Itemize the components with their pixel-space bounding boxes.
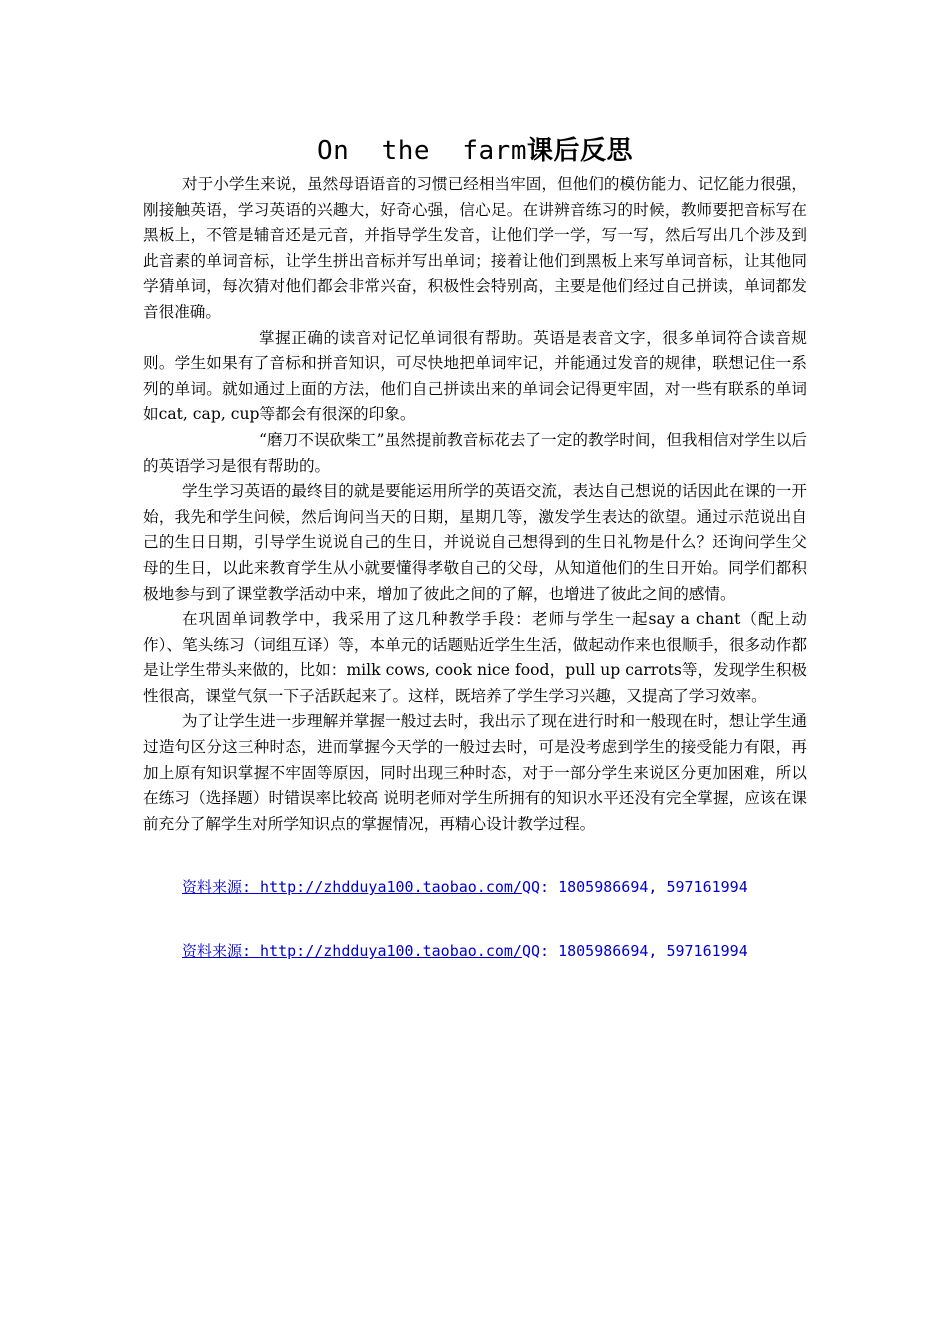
source-line-2 — [143, 941, 807, 961]
paragraph-2: 掌握正确的读音对记忆单词很有帮助。英语是表音文字，很多单词符合读音规则。学生如果有了音标和拼音知识，可尽快地把单词牢记，并能通过发音的规律，联想记住一系列的单词。就如通过上面的方法，他们自己拼读出来的单词会记得更牢固，对一些有联系的单词如cat, cap, cup等都会有很深的印象。 — [143, 328, 807, 424]
page-title — [143, 136, 807, 166]
source-qq-2: QQ: 1805986694, 597161994 — [521, 942, 748, 961]
paragraph-6: 为了让学生进一步理解并掌握一般过去时，我出示了现在进行时和一般现在时，想让学生通过造句区分这三种时态，进而掌握今天学的一般过去时，可是没考虑到学生的接受能力有限，再加上原有知识掌握不牢固等原因，同时出现三种时态，对于一部分学生来说区分更加困难，所以在练习（选择题）时错误率比较高 说明老师对学生所拥有的知识水平还没有完全掌握，应该在课前充分了解学生对所学知识点的掌握情况，再精心设计教学过程。 — [143, 712, 807, 833]
source-line-1 — [143, 877, 807, 897]
paragraph-5: 在巩固单词教学中，我采用了这几种教学手段：老师与学生一起say a chant（配上动作）、笔头练习（词组互译）等，本单元的话题贴近学生生活，做起动作来也很顺手，很多动作都是让学生带头来做的，比如：milk cows, cook nice food，pull up carrots等，发现学生积极性很高，课堂气氛一下子活跃起来了。这样，既培养了学生学习兴趣，又提高了学习效率。 — [143, 610, 807, 705]
title-chinese: 课后反思 — [526, 136, 633, 166]
source-link-2[interactable]: 资料来源: http://zhdduya100.taobao.com/ — [182, 942, 522, 961]
title-english: On the farm — [316, 136, 527, 166]
source-qq-1: QQ: 1805986694, 597161994 — [521, 878, 748, 897]
paragraph-3: “磨刀不误砍柴工”虽然提前教音标花去了一定的教学时间，但我相信对学生以后的英语学习是很有帮助的。 — [143, 430, 807, 475]
paragraph-4: 学生学习英语的最终目的就是要能运用所学的英语交流，表达自己想说的话因此在课的一开始，我先和学生问候，然后询问当天的日期，星期几等，激发学生表达的欲望。通过示范说出自己的生日日期，引导学生说说自己的生日，并说说自己想得到的生日礼物是什么？还询问学生父母的生日，以此来教育学生从小就要懂得孝敬自己的父母，从知道他们的生日开始。同学们都积极地参与到了课堂教学活动中来，增加了彼此之间的了解，也增进了彼此之间的感情。 — [143, 482, 807, 603]
paragraph-1: 对于小学生来说，虽然母语语音的习惯已经相当牢固，但他们的模仿能力、记忆能力很强，刚接触英语，学习英语的兴趣大，好奇心强，信心足。在讲辨音练习的时候，教师要把音标写在黑板上，不管是辅音还是元音，并指导学生发音，让他们学一学，写一写，然后写出几个涉及到此音素的单词音标，让学生拼出音标并写出单词；接着让他们到黑板上来写单词音标，让其他同学猜单词，每次猜对他们都会非常兴奋，积极性会特别高，主要是他们经过自己拼读，单词都发音很准确。 — [143, 175, 807, 321]
document-body — [143, 136, 807, 961]
source-link-1[interactable]: 资料来源: http://zhdduya100.taobao.com/ — [182, 878, 522, 897]
